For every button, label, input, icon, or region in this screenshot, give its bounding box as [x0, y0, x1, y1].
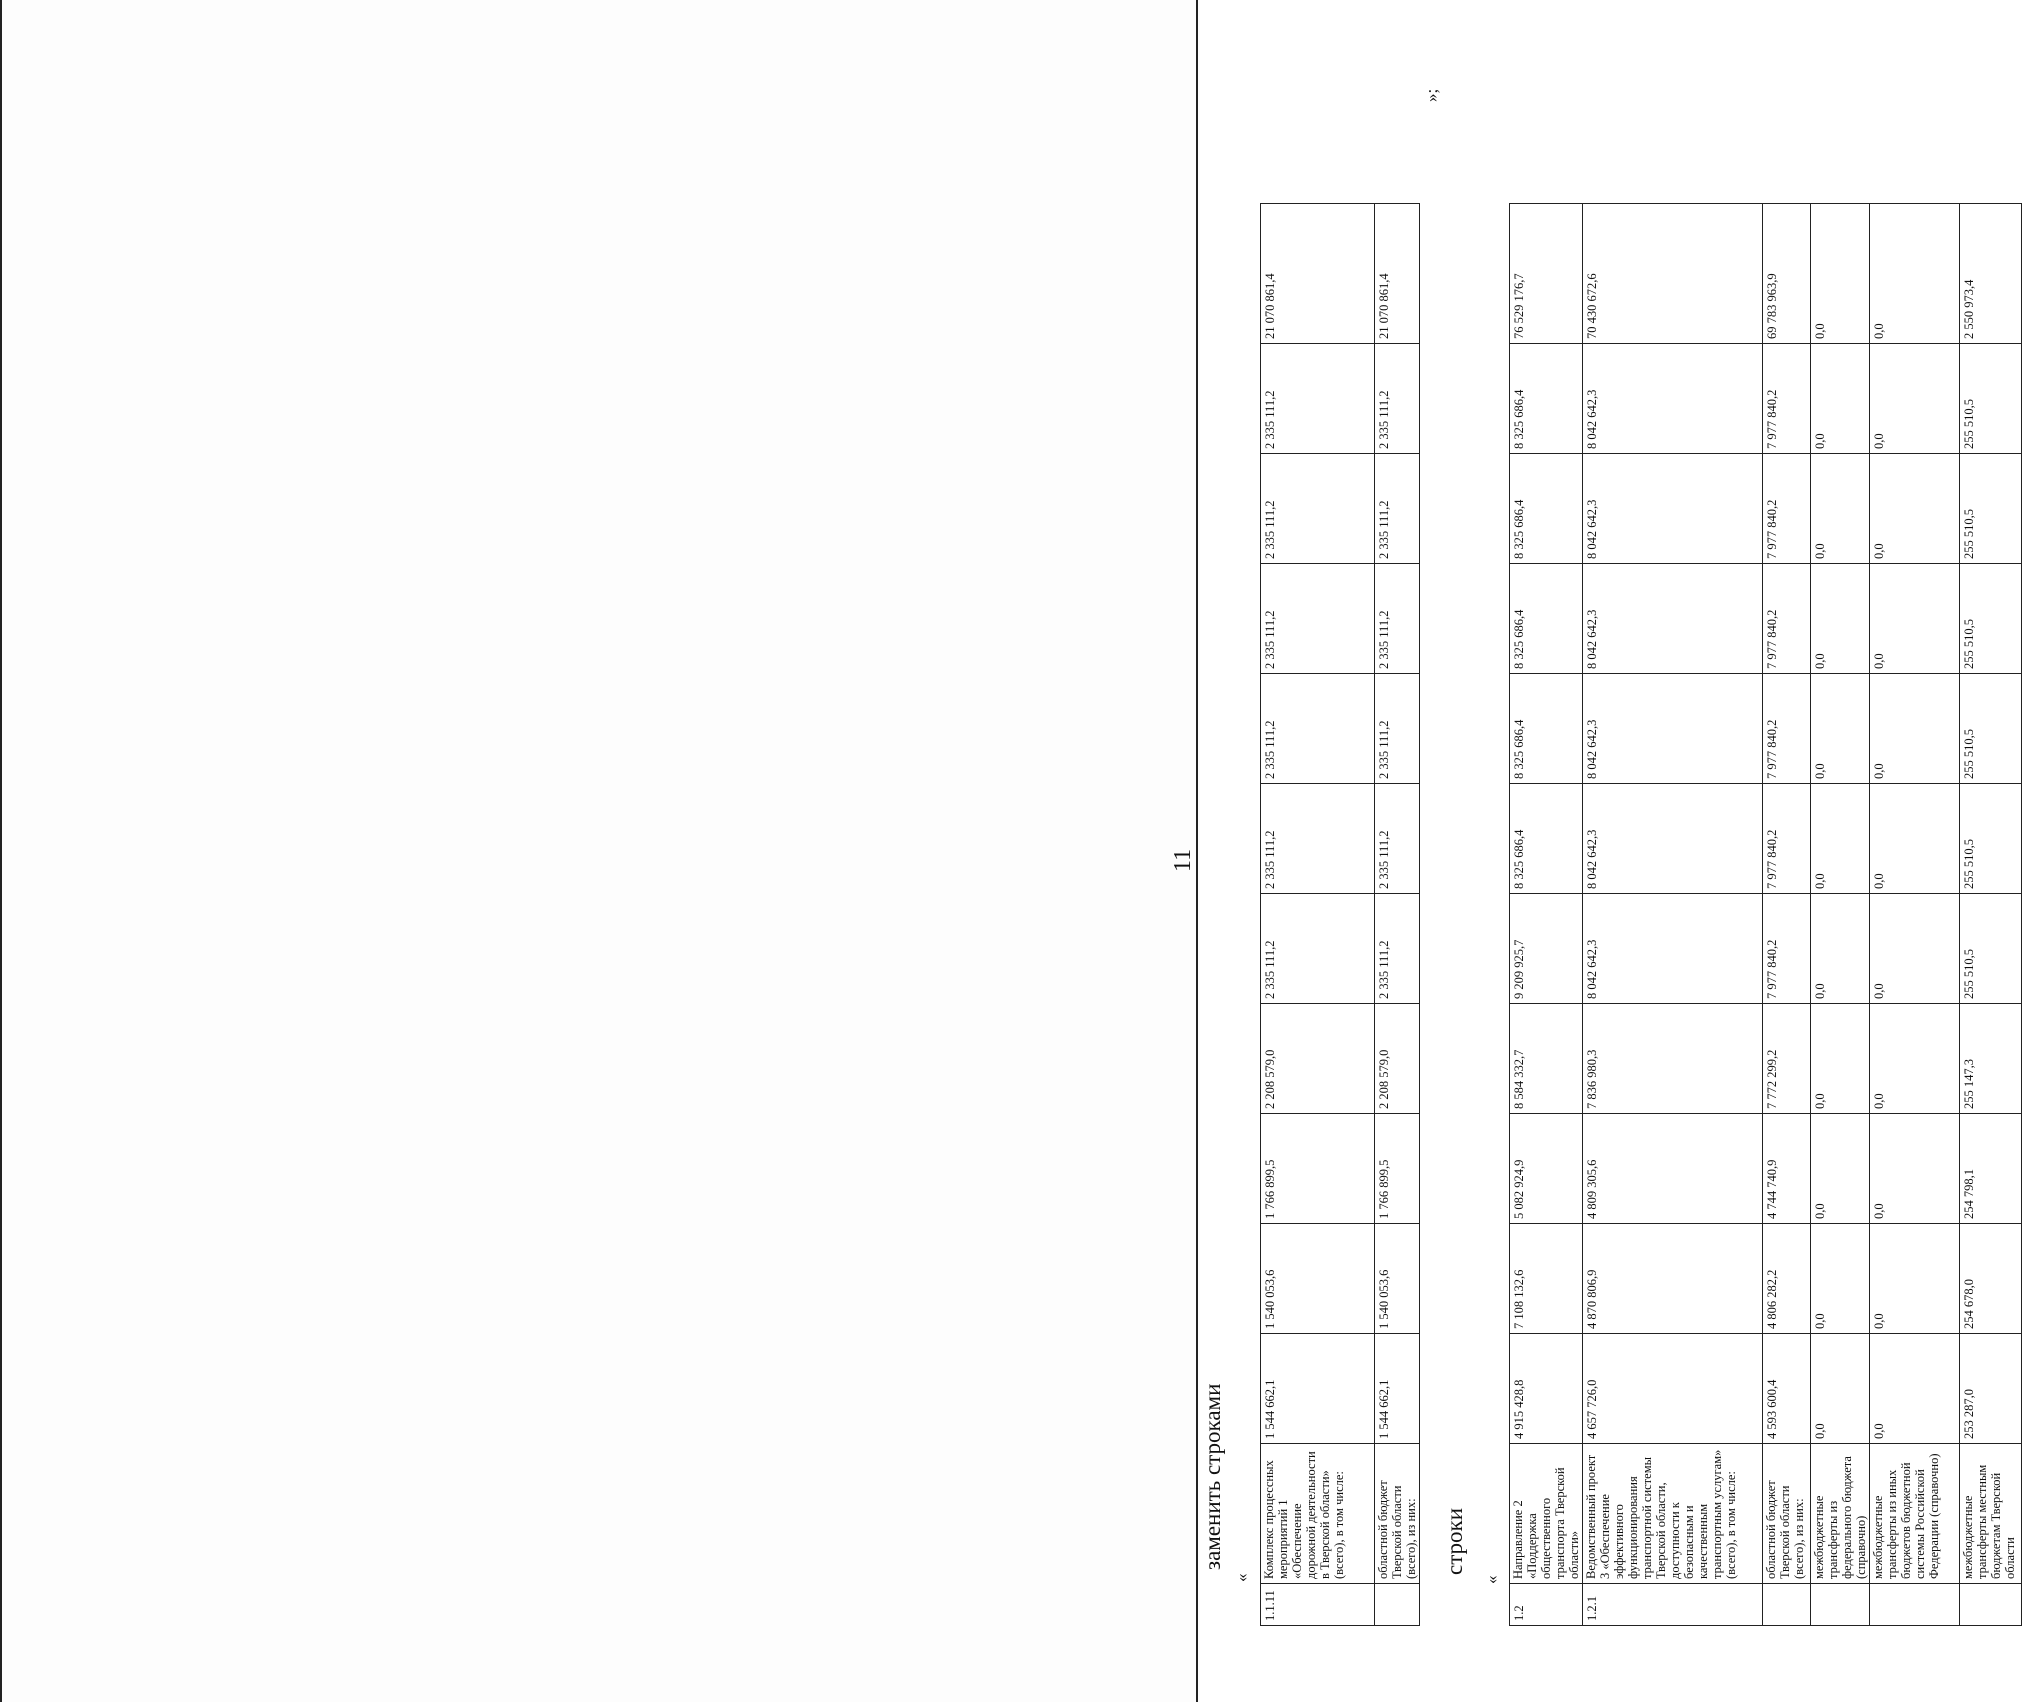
value-cell: 0,0: [1870, 454, 1960, 564]
value-cell: 8 042 642,3: [1583, 784, 1763, 894]
section1-heading: заменить строками: [1200, 1383, 1225, 1570]
value-cell: 0,0: [1811, 674, 1870, 784]
value-cell: 253 287,0: [1960, 1334, 2022, 1444]
value-cell: 4 593 600,4: [1763, 1334, 1811, 1444]
table-replacement-rows: [1260, 203, 1420, 1626]
value-cell: 8 325 686,4: [1510, 674, 1583, 784]
value-cell: 2 335 111,2: [1375, 894, 1420, 1004]
value-cell: 21 070 861,4: [1261, 204, 1375, 344]
value-cell: 0,0: [1811, 454, 1870, 564]
row-code: [1870, 1584, 1960, 1626]
value-cell: 8 325 686,4: [1510, 784, 1583, 894]
value-cell: 4 657 726,0: [1583, 1334, 1763, 1444]
value-cell: 0,0: [1811, 344, 1870, 454]
row-code: [1811, 1584, 1870, 1626]
value-cell: 21 070 861,4: [1375, 204, 1420, 344]
value-cell: 2 335 111,2: [1375, 674, 1420, 784]
value-cell: 255 510,5: [1960, 564, 2022, 674]
table-row: [1960, 204, 2022, 1626]
value-cell: 4 870 806,9: [1583, 1224, 1763, 1334]
value-cell: 8 325 686,4: [1510, 454, 1583, 564]
value-cell: 2 335 111,2: [1261, 894, 1375, 1004]
value-cell: 0,0: [1811, 784, 1870, 894]
value-cell: 69 783 963,9: [1763, 204, 1811, 344]
table-row: [1763, 204, 1811, 1626]
value-cell: 7 977 840,2: [1763, 344, 1811, 454]
value-cell: 1 540 053,6: [1375, 1224, 1420, 1334]
value-cell: 2 550 973,4: [1960, 204, 2022, 344]
value-cell: 2 335 111,2: [1375, 344, 1420, 454]
value-cell: 5 082 924,9: [1510, 1114, 1583, 1224]
value-cell: 4 806 282,2: [1763, 1224, 1811, 1334]
value-cell: 8 042 642,3: [1583, 454, 1763, 564]
value-cell: 2 208 579,0: [1375, 1004, 1420, 1114]
section1-close-quote: »;: [1422, 88, 1441, 102]
value-cell: 0,0: [1870, 204, 1960, 344]
value-cell: 0,0: [1870, 344, 1960, 454]
value-cell: 0,0: [1811, 894, 1870, 1004]
rotated-content: [1022, 0, 2044, 1702]
value-cell: 7 108 132,6: [1510, 1224, 1583, 1334]
row-label: Ведомственный проект 3 «Обеспечение эффективного функционирования транспортной системы Тверской области, доступности к безопасным и качественным транспортным услугам» (всего), в том числе:: [1583, 1444, 1763, 1584]
value-cell: 70 430 672,6: [1583, 204, 1763, 344]
row-label: Комплекс процессных мероприятий 1 «Обеспечение дорожной деятельности в Тверской области» (всего), в том числе:: [1261, 1444, 1375, 1584]
value-cell: 7 772 299,2: [1763, 1004, 1811, 1114]
value-cell: 4 915 428,8: [1510, 1334, 1583, 1444]
row-label: областной бюджет Тверской области (всего), из них:: [1763, 1444, 1811, 1584]
table-row: [1261, 204, 1375, 1626]
value-cell: 8 325 686,4: [1510, 344, 1583, 454]
section1-open-quote: «: [1232, 1573, 1251, 1582]
value-cell: 0,0: [1870, 1004, 1960, 1114]
value-cell: 76 529 176,7: [1510, 204, 1583, 344]
value-cell: 0,0: [1870, 1224, 1960, 1334]
value-cell: 2 335 111,2: [1261, 344, 1375, 454]
row-code: 1.2.1: [1583, 1584, 1763, 1626]
value-cell: 255 510,5: [1960, 454, 2022, 564]
section2-open-quote: «: [1482, 1575, 1501, 1584]
value-cell: 1 544 662,1: [1375, 1334, 1420, 1444]
row-label: областной бюджет Тверской области (всего), из них:: [1375, 1444, 1420, 1584]
value-cell: 2 335 111,2: [1375, 454, 1420, 564]
value-cell: 2 208 579,0: [1261, 1004, 1375, 1114]
value-cell: 7 836 980,3: [1583, 1004, 1763, 1114]
value-cell: 4 809 305,6: [1583, 1114, 1763, 1224]
value-cell: 0,0: [1811, 1224, 1870, 1334]
value-cell: 1 544 662,1: [1261, 1334, 1375, 1444]
value-cell: 8 325 686,4: [1510, 564, 1583, 674]
row-code: [1763, 1584, 1811, 1626]
page-number: 11: [1170, 848, 1196, 872]
value-cell: 8 042 642,3: [1583, 564, 1763, 674]
value-cell: 0,0: [1870, 784, 1960, 894]
table-row: [1583, 204, 1763, 1626]
value-cell: 8 584 332,7: [1510, 1004, 1583, 1114]
value-cell: 9 209 925,7: [1510, 894, 1583, 1004]
row-code: [1960, 1584, 2022, 1626]
value-cell: 255 510,5: [1960, 784, 2022, 894]
value-cell: 0,0: [1870, 1334, 1960, 1444]
value-cell: 4 744 740,9: [1763, 1114, 1811, 1224]
table-row: [1510, 204, 1583, 1626]
table-row: [1811, 204, 1870, 1626]
value-cell: 1 540 053,6: [1261, 1224, 1375, 1334]
value-cell: 0,0: [1870, 894, 1960, 1004]
table-row: [1375, 204, 1420, 1626]
value-cell: 0,0: [1811, 1334, 1870, 1444]
value-cell: 0,0: [1811, 204, 1870, 344]
value-cell: 255 510,5: [1960, 344, 2022, 454]
table-rows: [1509, 203, 2022, 1626]
row-label: межбюджетные трансферты из иных бюджетов бюджетной системы Российской Федерации (справочно): [1870, 1444, 1960, 1584]
value-cell: 0,0: [1870, 1114, 1960, 1224]
row-label: Направление 2 «Поддержка общественного транспорта Тверской области»: [1510, 1444, 1583, 1584]
value-cell: 2 335 111,2: [1375, 564, 1420, 674]
value-cell: 8 042 642,3: [1583, 894, 1763, 1004]
value-cell: 255 147,3: [1960, 1004, 2022, 1114]
value-cell: 7 977 840,2: [1763, 894, 1811, 1004]
value-cell: 0,0: [1811, 1114, 1870, 1224]
value-cell: 1 766 899,5: [1261, 1114, 1375, 1224]
table-row: [1870, 204, 1960, 1626]
value-cell: 7 977 840,2: [1763, 564, 1811, 674]
value-cell: 255 510,5: [1960, 894, 2022, 1004]
value-cell: 0,0: [1811, 1004, 1870, 1114]
value-cell: 0,0: [1870, 674, 1960, 784]
value-cell: 2 335 111,2: [1261, 454, 1375, 564]
value-cell: 2 335 111,2: [1375, 784, 1420, 894]
value-cell: 254 798,1: [1960, 1114, 2022, 1224]
section2-heading: строки: [1442, 1507, 1467, 1575]
row-code: [1375, 1584, 1420, 1626]
value-cell: 0,0: [1870, 564, 1960, 674]
value-cell: 2 335 111,2: [1261, 564, 1375, 674]
value-cell: 255 510,5: [1960, 674, 2022, 784]
row-label: межбюджетные трансферты местным бюджетам Тверской области: [1960, 1444, 2022, 1584]
row-code: 1.2: [1510, 1584, 1583, 1626]
value-cell: 7 977 840,2: [1763, 784, 1811, 894]
value-cell: 1 766 899,5: [1375, 1114, 1420, 1224]
value-cell: 2 335 111,2: [1261, 784, 1375, 894]
value-cell: 254 678,0: [1960, 1224, 2022, 1334]
scan-edge-left: [0, 0, 2, 1702]
value-cell: 2 335 111,2: [1261, 674, 1375, 784]
value-cell: 8 042 642,3: [1583, 674, 1763, 784]
value-cell: 0,0: [1811, 564, 1870, 674]
value-cell: 8 042 642,3: [1583, 344, 1763, 454]
row-label: межбюджетные трансферты из федерального бюджета (справочно): [1811, 1444, 1870, 1584]
value-cell: 7 977 840,2: [1763, 674, 1811, 784]
value-cell: 7 977 840,2: [1763, 454, 1811, 564]
row-code: 1.1.11: [1261, 1584, 1375, 1626]
